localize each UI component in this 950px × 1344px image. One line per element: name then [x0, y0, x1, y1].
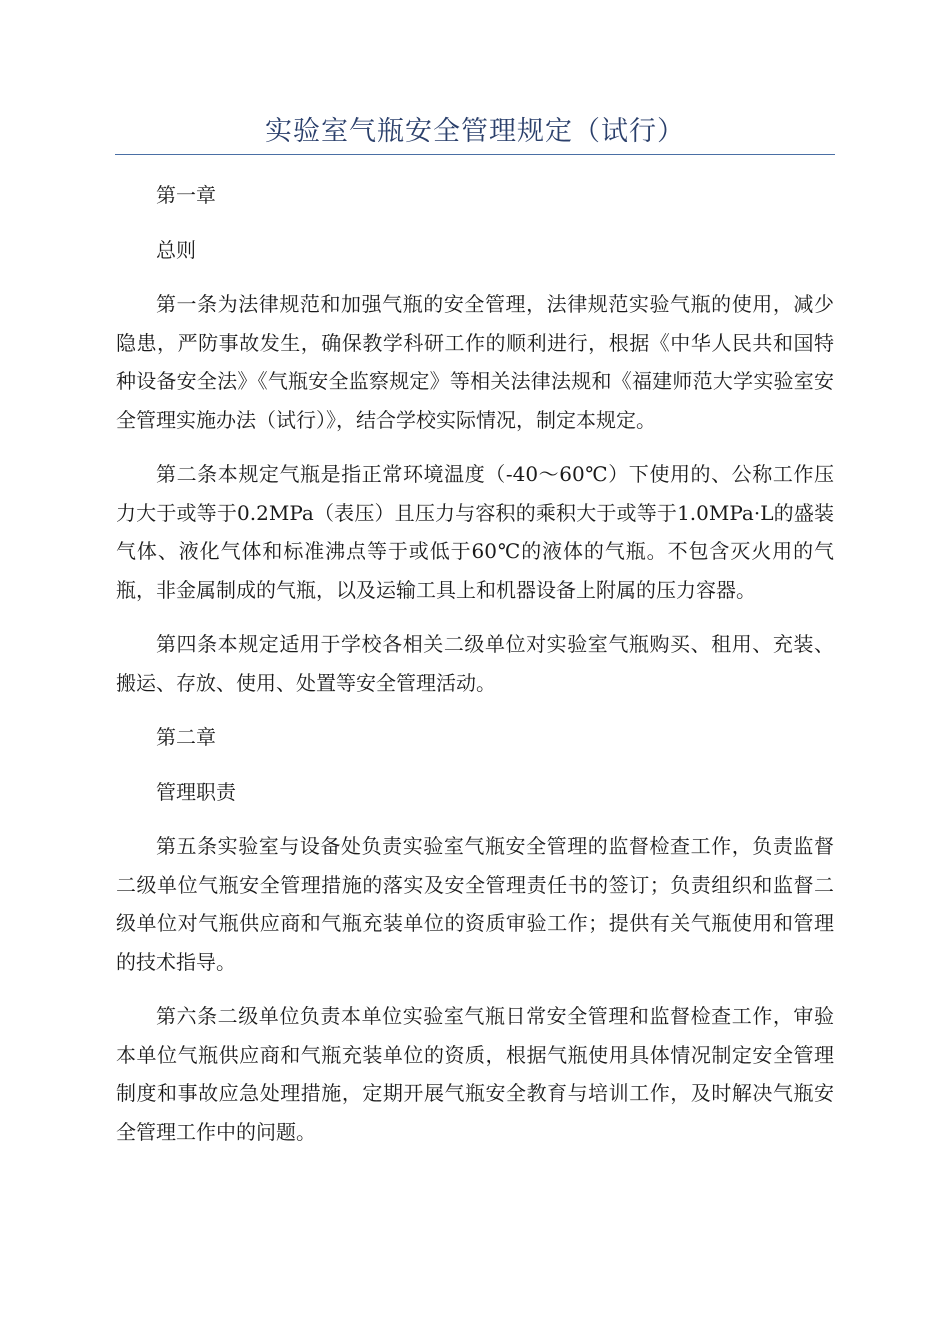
chapter-2-heading: 第二章 — [156, 725, 216, 749]
document-title: 实验室气瓶安全管理规定（试行） — [265, 116, 685, 147]
article-4: 第四条本规定适用于学校各相关二级单位对实验室气瓶购买、租用、充装、搬运、存放、使用、处置等安全管理活动。 — [116, 632, 834, 695]
article-6: 第六条二级单位负责本单位实验室气瓶日常安全管理和监督检查工作，审验本单位气瓶供应商和气瓶充装单位的资质，根据气瓶使用具体情况制定安全管理制度和事故应急处理措施，定期开展气瓶安全教育与培训工作，及时解决气瓶安全管理工作中的问题。 — [116, 1004, 834, 1144]
article-1: 第一条为法律规范和加强气瓶的安全管理，法律规范实验气瓶的使用，减少隐患，严防事故发生，确保教学科研工作的顺利进行，根据《中华人民共和国特种设备安全法》《气瓶安全监察规定》等相关法律法规和《福建师范大学实验室安全管理实施办法（试行）》，结合学校实际情况，制定本规定。 — [116, 292, 834, 432]
chapter-1-title: 总则 — [156, 237, 196, 262]
article-2: 第二条本规定气瓶是指正常环境温度（-40～60℃）下使用的、公称工作压力大于或等于0.2MPa（表压）且压力与容积的乘积大于或等于1.0MPa·L的盛装气体、液化气体和标准沸点等于或低于60℃的液体的气瓶。不包含灭火用的气瓶，非金属制成的气瓶，以及运输工具上和机器设备上附属的压力容器。 — [116, 462, 834, 602]
chapter-2-title: 管理职责 — [156, 779, 236, 804]
chapter-1-heading: 第一章 — [156, 183, 216, 207]
title-underline — [115, 154, 835, 155]
document-body — [116, 176, 834, 1167]
article-5: 第五条实验室与设备处负责实验室气瓶安全管理的监督检查工作，负责监督二级单位气瓶安全管理措施的落实及安全管理责任书的签订；负责组织和监督二级单位对气瓶供应商和气瓶充装单位的资质审验工作；提供有关气瓶使用和管理的技术指导。 — [116, 834, 834, 974]
